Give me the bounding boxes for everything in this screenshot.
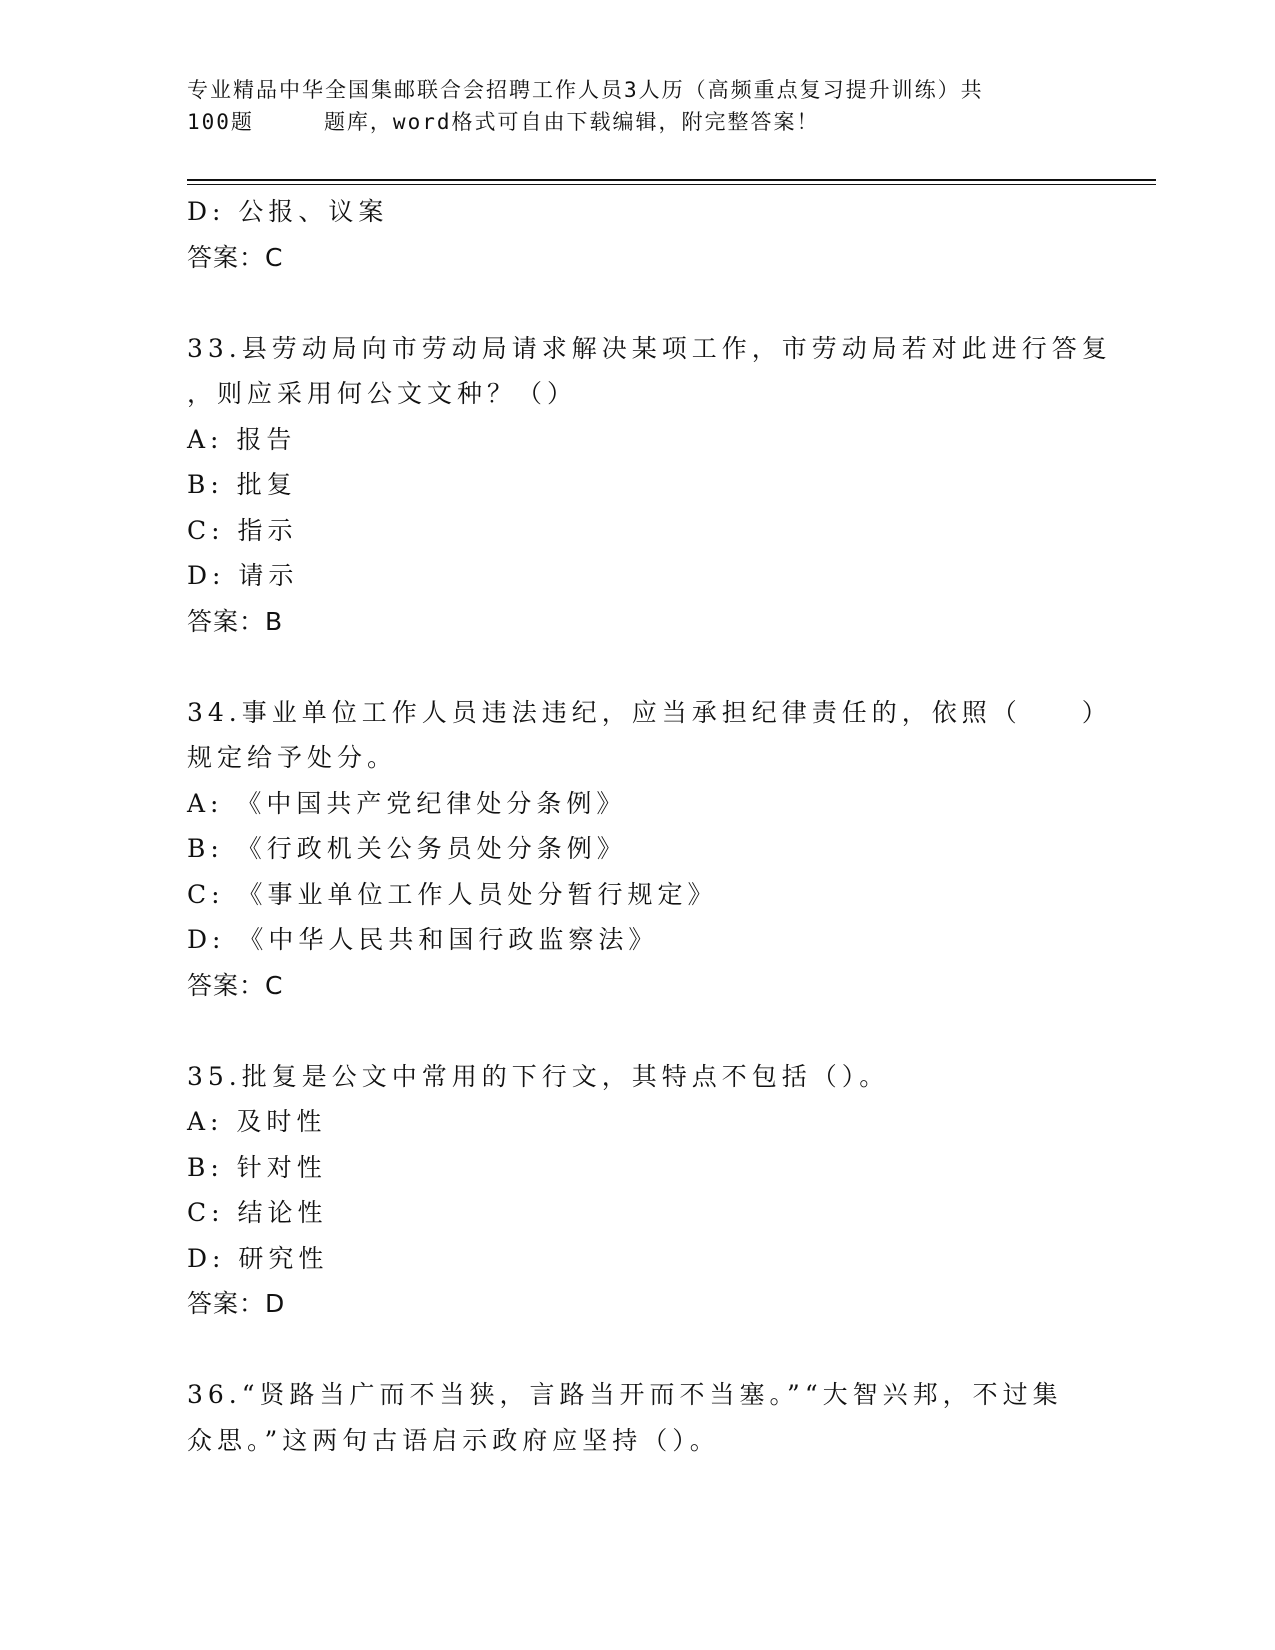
question-stem-line: 35.批复是公文中常用的下行文，其特点不包括（）。: [187, 1061, 890, 1091]
header-description: 题库，word格式可自由下载编辑，附完整答案！: [323, 110, 820, 134]
header-question-count: 100题: [187, 110, 254, 134]
option-c: C: 结论性: [187, 1198, 328, 1227]
option-c: C: 《事业单位工作人员处分暂行规定》: [187, 879, 718, 909]
question-stem-line: 众思。”这两句古语启示政府应坚持（）。: [187, 1425, 720, 1455]
page-header: [187, 74, 1067, 138]
question-35: [187, 1054, 1087, 1327]
option-a: A: 及时性: [187, 1107, 327, 1136]
question-stem-line: 36.“贤路当广而不当狭，言路当开而不当塞。”“大智兴邦，不过集: [187, 1380, 1063, 1409]
question-34: [187, 690, 1112, 1009]
answer-line: 答案：B: [187, 606, 284, 636]
question-stem-line: 规定给予处分。: [187, 743, 398, 772]
header-title-line-2: [187, 106, 1067, 138]
question-33: [187, 326, 1112, 645]
option-d: D: 公报、议案: [187, 197, 389, 226]
option-a: A: 报告: [187, 424, 297, 454]
answer-line: 答案：D: [187, 1289, 286, 1318]
question-stem-line: 33.县劳动局向市劳动局请求解决某项工作，市劳动局若对此进行答复: [187, 333, 1112, 363]
header-divider-thick: [187, 179, 1156, 181]
option-d: D: 请示: [187, 561, 299, 590]
option-b: B: 批复: [187, 470, 297, 499]
header-title-line-1: 专业精品中华全国集邮联合会招聘工作人员3人历（高频重点复习提升训练）共: [187, 78, 984, 102]
option-a: A: 《中国共产党纪律处分条例》: [187, 788, 627, 818]
header-divider-thin: [187, 184, 1156, 185]
answer-line: 答案：C: [187, 970, 284, 1000]
option-b: B: 针对性: [187, 1152, 327, 1182]
option-b: B: 《行政机关公务员处分条例》: [187, 834, 627, 863]
option-c: C: 指示: [187, 515, 298, 545]
question-36: [187, 1372, 1087, 1463]
question-stem-line: 34.事业单位工作人员违法违纪，应当承担纪律责任的，依照（ ）: [187, 697, 1112, 727]
previous-question-tail: [187, 189, 1087, 280]
question-stem-line: ，则应采用何公文文种？（）: [187, 379, 578, 408]
question-list: [187, 189, 1112, 1463]
option-d: D: 研究性: [187, 1243, 329, 1273]
answer-line: 答案：C: [187, 242, 284, 272]
option-d: D: 《中华人民共和国行政监察法》: [187, 925, 659, 954]
